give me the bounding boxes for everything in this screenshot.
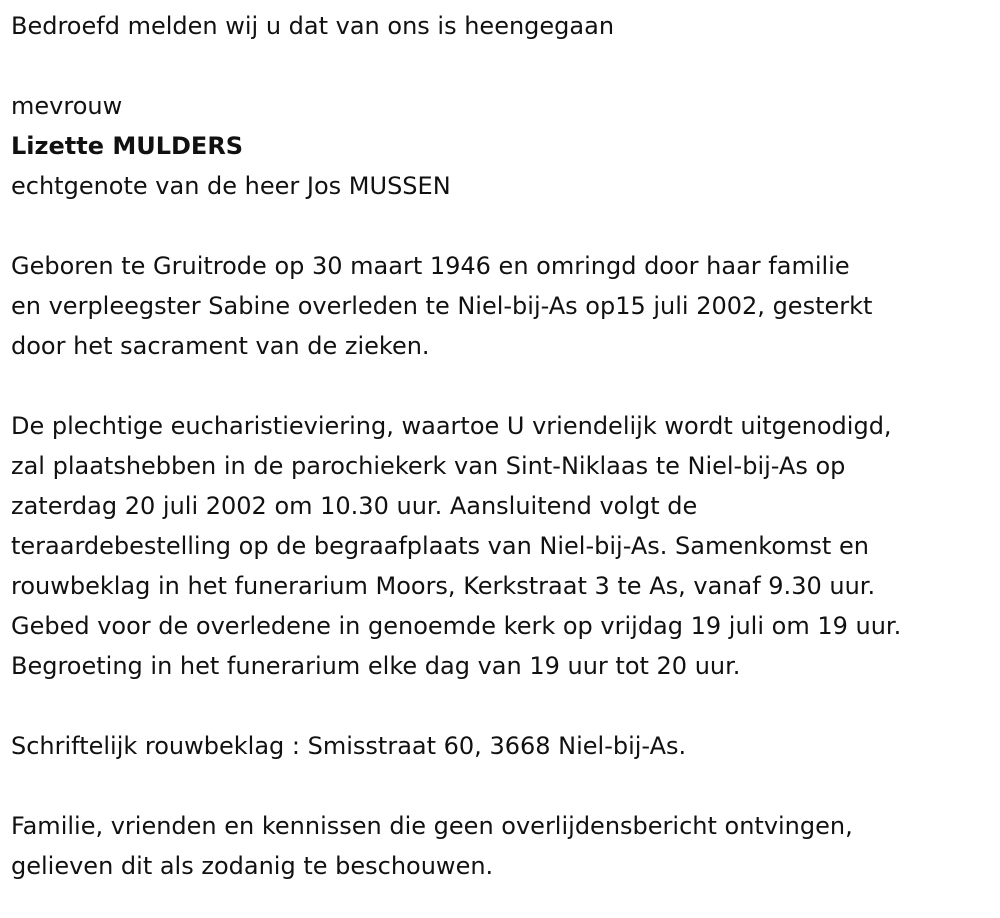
- paragraph-line: Familie, vrienden en kennissen die geen overlijdensbericht ontvingen,: [11, 812, 853, 840]
- spacer: [11, 46, 996, 86]
- spacer: [11, 206, 996, 246]
- spacer: [11, 766, 996, 806]
- obituary-notice: [11, 6, 996, 886]
- paragraph-line: zaterdag 20 juli 2002 om 10.30 uur. Aansluitend volgt de: [11, 492, 698, 520]
- birth-death-paragraph: [11, 246, 996, 366]
- spacer: [11, 686, 996, 726]
- spacer: [11, 366, 996, 406]
- ceremony-paragraph: [11, 406, 996, 686]
- paragraph-line: Geboren te Gruitrode op 30 maart 1946 en omringd door haar familie: [11, 252, 850, 280]
- paragraph-line: gelieven dit als zodanig te beschouwen.: [11, 852, 494, 880]
- closing-paragraph: [11, 806, 996, 886]
- paragraph-line: rouwbeklag in het funerarium Moors, Kerkstraat 3 te As, vanaf 9.30 uur.: [11, 572, 876, 600]
- condolence-address: Schriftelijk rouwbeklag : Smisstraat 60, 3668 Niel-bij-As.: [11, 732, 687, 760]
- paragraph-line: zal plaatshebben in de parochiekerk van Sint-Niklaas te Niel-bij-As op: [11, 452, 846, 480]
- paragraph-line: De plechtige eucharistieviering, waartoe U vriendelijk wordt uitgenodigd,: [11, 412, 892, 440]
- paragraph-line: en verpleegster Sabine overleden te Niel-bij-As op15 juli 2002, gesterkt: [11, 292, 873, 320]
- deceased-name: Lizette MULDERS: [11, 132, 244, 160]
- paragraph-line: teraardebestelling op de begraafplaats van Niel-bij-As. Samenkomst en: [11, 532, 869, 560]
- paragraph-line: door het sacrament van de zieken.: [11, 332, 430, 360]
- honorific: mevrouw: [11, 92, 123, 120]
- spouse-line: echtgenote van de heer Jos MUSSEN: [11, 172, 451, 200]
- paragraph-line: Gebed voor de overledene in genoemde kerk op vrijdag 19 juli om 19 uur.: [11, 612, 902, 640]
- intro-text: Bedroefd melden wij u dat van ons is heengegaan: [11, 12, 615, 40]
- paragraph-line: Begroeting in het funerarium elke dag van 19 uur tot 20 uur.: [11, 652, 741, 680]
